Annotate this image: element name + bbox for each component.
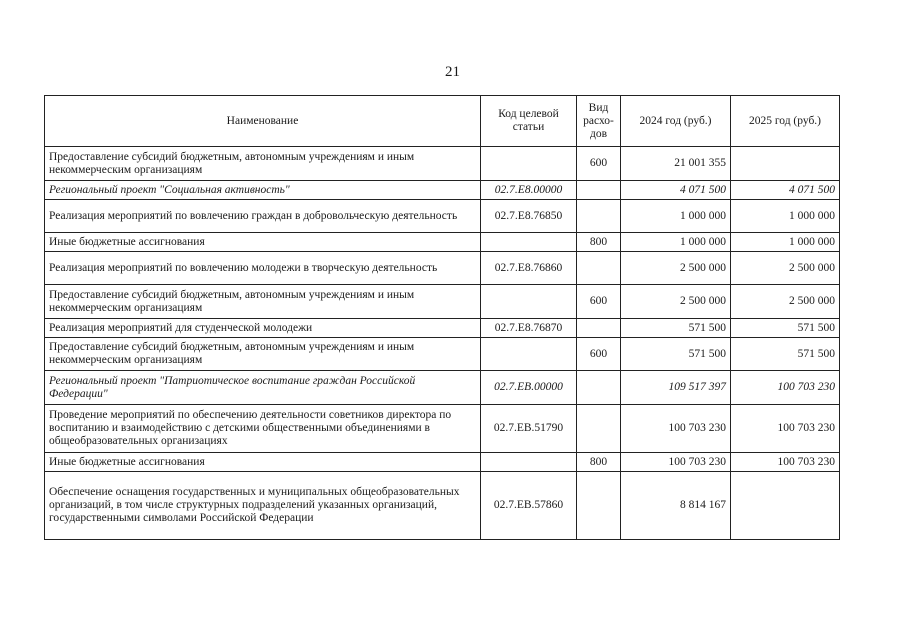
row-expense-type bbox=[577, 319, 621, 338]
row-expense-type: 800 bbox=[577, 453, 621, 472]
row-expense-type: 600 bbox=[577, 147, 621, 181]
row-name: Региональный проект "Социальная активность" bbox=[45, 181, 481, 200]
table-row bbox=[45, 371, 840, 405]
row-expense-type bbox=[577, 405, 621, 453]
row-expense-type: 600 bbox=[577, 338, 621, 371]
row-amount-2024: 2 500 000 bbox=[621, 252, 731, 285]
row-name: Обеспечение оснащения государственных и муниципальных общеобразовательных организаций, в том числе структурных подразделений указанных организаций, государственными символами Российской Федерации bbox=[45, 472, 481, 540]
table-row bbox=[45, 200, 840, 233]
row-amount-2025 bbox=[731, 147, 840, 181]
page-number: 21 bbox=[445, 64, 460, 80]
row-amount-2024: 21 001 355 bbox=[621, 147, 731, 181]
table-row bbox=[45, 181, 840, 200]
table-row bbox=[45, 233, 840, 252]
row-amount-2025: 100 703 230 bbox=[731, 453, 840, 472]
row-amount-2024: 571 500 bbox=[621, 338, 731, 371]
row-code bbox=[481, 453, 577, 472]
row-name: Реализация мероприятий по вовлечению молодежи в творческую деятельность bbox=[45, 252, 481, 285]
row-name: Предоставление субсидий бюджетным, автономным учреждениям и иным некоммерческим организациям bbox=[45, 285, 481, 319]
row-amount-2024: 1 000 000 bbox=[621, 233, 731, 252]
row-amount-2025: 1 000 000 bbox=[731, 200, 840, 233]
row-amount-2025: 100 703 230 bbox=[731, 371, 840, 405]
row-amount-2025 bbox=[731, 472, 840, 540]
row-name: Иные бюджетные ассигнования bbox=[45, 233, 481, 252]
table-row bbox=[45, 472, 840, 540]
table-row bbox=[45, 405, 840, 453]
row-expense-type: 600 bbox=[577, 285, 621, 319]
row-amount-2024: 1 000 000 bbox=[621, 200, 731, 233]
table-row bbox=[45, 285, 840, 319]
row-amount-2025: 2 500 000 bbox=[731, 252, 840, 285]
row-code: 02.7.Е8.76850 bbox=[481, 200, 577, 233]
row-code: 02.7.Е8.76860 bbox=[481, 252, 577, 285]
row-code bbox=[481, 285, 577, 319]
header-2024: 2024 год (руб.) bbox=[621, 96, 731, 147]
row-code: 02.7.ЕВ.51790 bbox=[481, 405, 577, 453]
row-amount-2025: 571 500 bbox=[731, 319, 840, 338]
row-expense-type bbox=[577, 371, 621, 405]
row-expense-type bbox=[577, 200, 621, 233]
row-code bbox=[481, 338, 577, 371]
row-amount-2024: 571 500 bbox=[621, 319, 731, 338]
row-code: 02.7.Е8.00000 bbox=[481, 181, 577, 200]
row-code: 02.7.ЕВ.00000 bbox=[481, 371, 577, 405]
row-expense-type bbox=[577, 181, 621, 200]
header-code: Код целевой статьи bbox=[481, 96, 577, 147]
table-header-row bbox=[45, 96, 840, 147]
row-amount-2024: 109 517 397 bbox=[621, 371, 731, 405]
header-name: Наименование bbox=[45, 96, 481, 147]
row-amount-2025: 1 000 000 bbox=[731, 233, 840, 252]
row-code bbox=[481, 147, 577, 181]
table-row bbox=[45, 147, 840, 181]
row-amount-2024: 2 500 000 bbox=[621, 285, 731, 319]
header-2025: 2025 год (руб.) bbox=[731, 96, 840, 147]
row-expense-type: 800 bbox=[577, 233, 621, 252]
row-name: Иные бюджетные ассигнования bbox=[45, 453, 481, 472]
row-code: 02.7.ЕВ.57860 bbox=[481, 472, 577, 540]
row-expense-type bbox=[577, 252, 621, 285]
header-expense-type: Вид расхо-дов bbox=[577, 96, 621, 147]
table-row bbox=[45, 338, 840, 371]
table-row bbox=[45, 319, 840, 338]
row-amount-2024: 8 814 167 bbox=[621, 472, 731, 540]
row-name: Реализация мероприятий для студенческой молодежи bbox=[45, 319, 481, 338]
budget-table bbox=[44, 95, 840, 540]
row-expense-type bbox=[577, 472, 621, 540]
table-row bbox=[45, 252, 840, 285]
row-name: Предоставление субсидий бюджетным, автономным учреждениям и иным некоммерческим организациям bbox=[45, 338, 481, 371]
row-code bbox=[481, 233, 577, 252]
row-code: 02.7.Е8.76870 bbox=[481, 319, 577, 338]
row-name: Предоставление субсидий бюджетным, автономным учреждениям и иным некоммерческим организациям bbox=[45, 147, 481, 181]
row-amount-2025: 2 500 000 bbox=[731, 285, 840, 319]
table-row bbox=[45, 453, 840, 472]
row-amount-2024: 100 703 230 bbox=[621, 405, 731, 453]
row-name: Проведение мероприятий по обеспечению деятельности советников директора по воспитанию и взаимодействию с детскими общественными объединениями в общеобразовательных организациях bbox=[45, 405, 481, 453]
row-name: Реализация мероприятий по вовлечению граждан в добровольческую деятельность bbox=[45, 200, 481, 233]
row-amount-2025: 571 500 bbox=[731, 338, 840, 371]
row-amount-2025: 4 071 500 bbox=[731, 181, 840, 200]
row-amount-2024: 4 071 500 bbox=[621, 181, 731, 200]
row-amount-2024: 100 703 230 bbox=[621, 453, 731, 472]
row-name: Региональный проект "Патриотическое воспитание граждан Российской Федерации" bbox=[45, 371, 481, 405]
row-amount-2025: 100 703 230 bbox=[731, 405, 840, 453]
